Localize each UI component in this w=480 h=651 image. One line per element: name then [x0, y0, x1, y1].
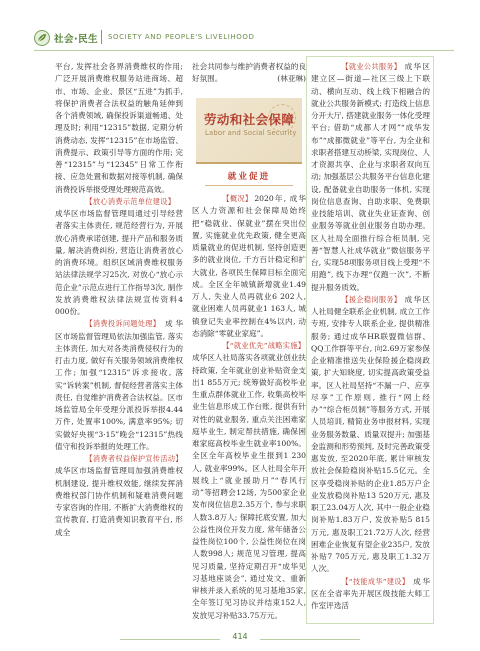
entry-body: 成华区建立区—街道—社区三级上下联动、横向互动、线上线下相融合的就业公共服务新模式; 打造线上信息分开大厅, 搭建就业服务一体化受理平台; 借助“成都人才网”“成华发布”“成都微就业”等平台, 为全业和求职者搭建互动桥梁, 实现岗位、人才资源共享、企业与求职者双向互动; 加强基层公共服务平台信息化建设, 配备就业自助服务一体机, 实现岗位信息查询、自助求职、免费职业技能培训、就业失业证查询、创业服务等就业创业服务自助办理。区人社局全面推行综合柜员制, 完善“智慧人社成华就业”微信服务平台, 实现58项服务项目线上受理“不用跑”, 线下办理“仅跑一次”, 不断提升服务质效。: [311, 62, 430, 292]
entry-tag: 【放心消费示范单位建设】: [85, 196, 176, 206]
header-divider: [101, 30, 102, 44]
entry-tag: 【概况】: [222, 194, 253, 203]
section-title-rule: [205, 185, 293, 186]
feature-banner-subtitle: Labor and Social Security: [205, 129, 297, 137]
paragraph-consumer-rights-cont: 平台, 发挥社会各界消费维权的作用; 广泛开展消费维权服务站进商场、超市、市场、企业、景区“五进”为抓手, 将保护消费者合法权益的触角延伸到各个消费领域, 确保投诉渠道畅通、处理及时; 利用“12315”数据, 定期分析消费动态, 发挥“12315”在市场监管、消费提示、政策引导等方面的作用; 完善“12315”与“12345”日常工作衔接、应急处置和数据对接等机制, 确保消费投诉举报受理处理规范高效。: [55, 62, 183, 194]
entry-body: 成华区人社局健全联系企业机制, 成立工作专班, 安排专人联系企业, 提供精准服务; 通过成华HR联盟微信群、QQ工作群等平台, 向2.69万家参保企业精准推送失业保险援企稳岗政策, 扩大知晓度, 切实提高政策受益率。区人社局坚持“不漏一户、应享尽享”工作原则, 推行“网上经办”“综合柜员制”等服务方式, 开展人员培训, 精简业务申报材料, 实现业务服务数量、质量双提升; 加强基金监测和形势预判, 及时完善政策受惠发放, 至2020年底, 累计审核发放社会保险稳岗补贴15.5亿元。全区享受稳岗补贴的企业1.85万户企业发放稳岗补贴13 520万元, 惠及职工23.04万人次, 其中一般企业稳岗补贴1.83万户, 发放补贴5 815万元, 惠及职工21.72万人次, 经营困难企业恢复有望企业235户, 发放补贴7 705万元, 惠及职工1.32万人次。: [311, 294, 430, 574]
header-rule: [34, 50, 454, 51]
column-1: [55, 61, 183, 539]
paragraph-skills-chenghua: [311, 576, 430, 613]
footer-rule-left: [120, 639, 220, 640]
footer-rule-right: [260, 639, 360, 640]
paragraph-consumer-rights-end: 社会共同参与维护消费者权益的良好氛围。 (林亚琳): [192, 61, 306, 86]
entry-tag: 【就业公共服务】: [341, 62, 402, 71]
column-2-body: [192, 193, 306, 622]
paragraph-assured-consumption: [55, 196, 183, 319]
entry-tag: 【消费者权益保护宣传活动】: [85, 454, 183, 463]
entry-body: 成华区市场监督管理局加强消费维权机制建设, 提升维权效能, 继续发挥消费维权部门协作机制和疑难消费问题专家咨询的作用, 不断扩大消费维权的宣传教育, 打造消费知识教育平台, 形成全: [55, 466, 183, 537]
entry-tag: 【“就业优先”战略实施】: [222, 341, 306, 350]
entry-body: 成华区在全省率先开展区级技能大师工作室评选活: [311, 576, 430, 610]
feature-banner-title: 劳动和社会保障: [204, 112, 295, 127]
paragraph-rights-campaign: [55, 453, 183, 539]
column-3: [311, 61, 430, 612]
section-header-title: 社会·民生: [54, 34, 99, 45]
column-2: [192, 61, 306, 86]
paragraph-public-employment-service: [311, 61, 430, 294]
entry-body: 成华区人社局落实各项就业创业扶持政策, 全年就业创业补贴资金支出1 855万元; 统筹做好高校毕业生重点群体就业工作, 收集高校毕业生信息形成工作台账, 提供有针对性的就业服务, 重点关注困难家庭毕业生, 制定帮扶措施, 确保困难家庭高校毕业生就业率100%。全区全年高校毕业生报到1 230人, 就业率99%。区人社局全年开展线上“就业援助月”“春风行动”等招聘会12场, 为500家企业发布岗位信息2.35万个, 参与求职人数3.8万人; 保障托底安置, 加大公益性岗位开发力度, 常年储备公益性岗位100个, 公益性岗位在岗人数998人; 规范见习管理, 提高见习质量, 坚持定期召开“成华见习基地座谈会”, 通过发文、重新审核并录入系统的见习基地35家, 全年签订见习协议并结束152人, 发放见习补贴33.75万元。: [192, 353, 306, 620]
author-credit: (林亚琳): [277, 74, 306, 84]
entry-body: 成华区市场监督管理局通过引导经营者落实主体责任, 规范经营行为, 开展放心消费承诺创建, 提升产品和服务质量, 解决消费纠纷, 营造让消费者放心的消费环境。组织区域消费维权服务站法律法规学习25次, 对放心“放心示范企业”示范点进行工作指导3次, 制作发放消费维权法律法规宣传资料4 000份。: [55, 209, 183, 316]
paragraph-complaint-handling: [55, 318, 183, 453]
paragraph-job-stabilization: [311, 294, 430, 576]
entry-tag: 【消费投诉问题处理】: [85, 319, 161, 329]
paragraph-overview: [192, 193, 306, 340]
section-title-employment: 就业促进: [227, 172, 271, 182]
leaf-logo-icon: [34, 30, 50, 46]
paragraph-employment-first: [192, 340, 306, 622]
entry-tag: 【“技能成华”建设】: [341, 576, 410, 586]
entry-body: 成华区市场监督管理局依法加强监管, 落实主体责任, 加大对各类消费侵权行为的打击力度, 做好有关服务领域消费维权工作; 加强“12315”诉求接收, 落实“诉转案”机制, 督促经营者落实主体责任, 自觉维护消费者合法权益。区市场监管局全年受理分派投诉举报4.44万件, 处置率100%, 满意率95%; 切实做好央视“3·15”晚会“12315”热线值守和投诉举报的处理工作。: [55, 319, 183, 451]
section-header-subtitle: SOCIETY AND PEOPLE'S LIVELIHOOD: [108, 33, 255, 41]
feature-banner: [196, 98, 302, 164]
entry-body: 2020年, 成华区人力资源和社会保障局始终把“稳就业、保就业”摆在突出位置, 实施就业优先政策, 健全更高质量就业的促进机制, 坚持创造更多的就业岗位, 千方百计稳定和扩大就业, 各项民生保障目标全面完成。全区全年城镇新增就业1.49万人, 失业人员再就业6 202人, 就业困难人员再就业1 163人, 城镇登记失业率控制在4%以内, 动态消除“零就业家庭”。: [192, 194, 306, 338]
page-footer: [0, 631, 480, 647]
page-number: 414: [232, 632, 248, 641]
entry-tag: 【援企稳岗服务】: [341, 294, 402, 304]
